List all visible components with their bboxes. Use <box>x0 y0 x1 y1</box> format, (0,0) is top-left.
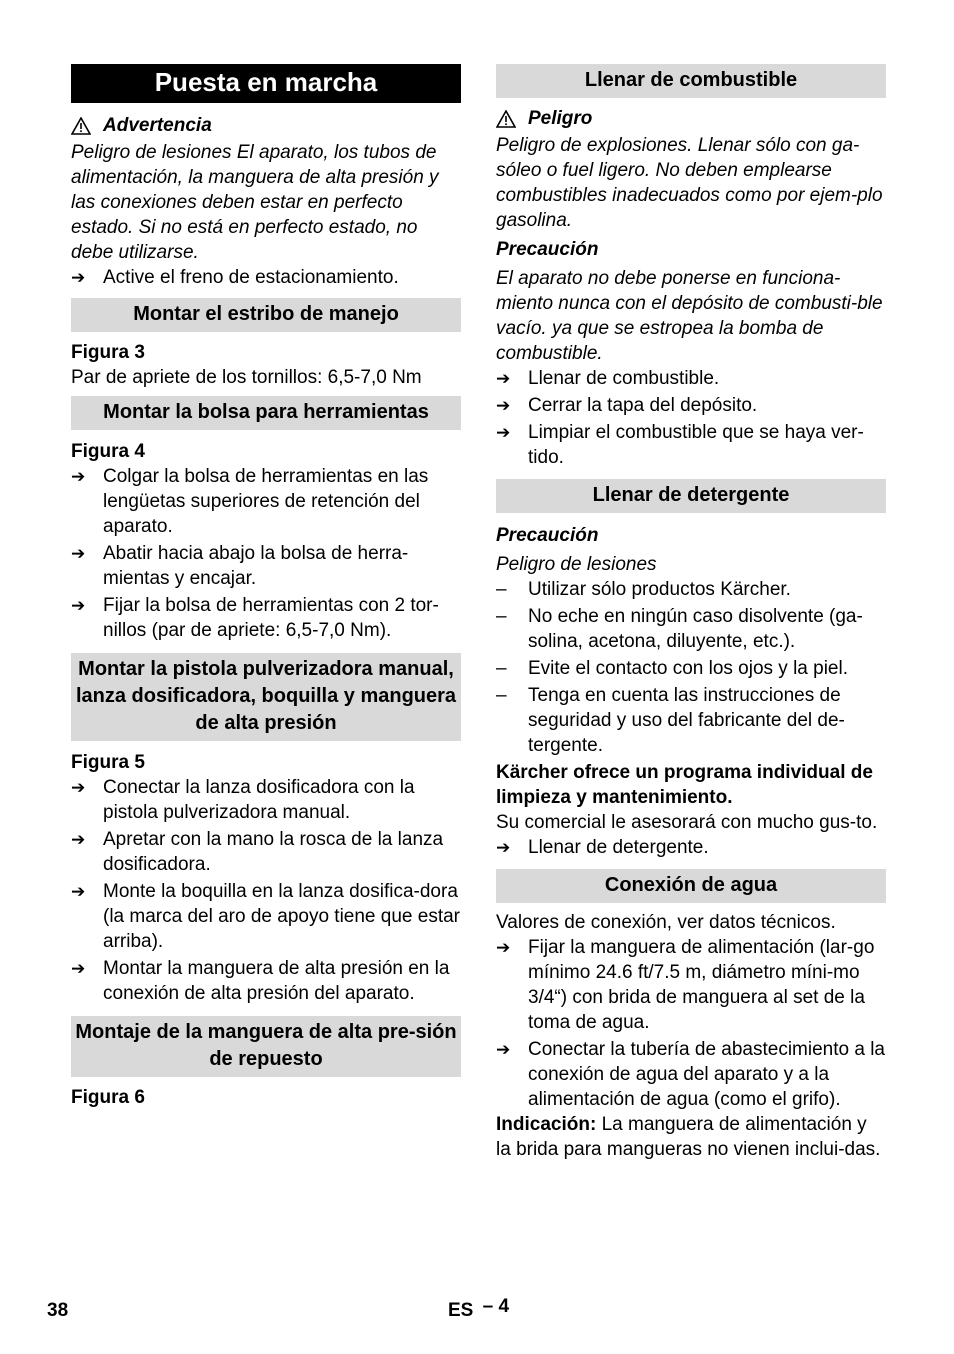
step-text: Apretar con la mano la rosca de la lanza dosificadora. <box>103 829 444 875</box>
list-item <box>496 604 886 654</box>
section-heading-agua: Conexión de agua <box>496 869 886 903</box>
step-item <box>496 420 886 470</box>
step-text: Conectar la tubería de abastecimiento a la conexión de agua del aparato y a la alimentación de agua (como el grifo). <box>528 1039 885 1110</box>
bold-paragraph: Kärcher ofrece un programa individual de limpieza y mantenimiento. <box>496 762 873 808</box>
danger-text: Peligro de explosiones. Llenar sólo con ga-sóleo o fuel ligero. No deben emplearse combustibles inadecuados como por ejem-plo gasolina. <box>496 135 883 231</box>
section-heading-repuesto: Montaje de la manguera de alta pre-sión de repuesto <box>71 1016 461 1077</box>
arrow-right-icon: ➔ <box>71 882 86 901</box>
page-title: Puesta en marcha <box>71 64 461 103</box>
arrow-right-icon: ➔ <box>496 1040 511 1059</box>
caution-text: El aparato no debe ponerse en funciona-miento nunca con el depósito de combusti-ble vacío. ya que se estropea la bomba de combustible. <box>496 268 883 364</box>
step-item <box>496 366 886 391</box>
step-text: Cerrar la tapa del depósito. <box>528 395 758 416</box>
step-item <box>496 1037 886 1112</box>
list-item-text: Utilizar sólo productos Kärcher. <box>528 579 791 600</box>
step-item <box>71 265 461 290</box>
step-text: Llenar de detergente. <box>528 837 709 858</box>
section-heading-combustible: Llenar de combustible <box>496 64 886 98</box>
caution-label: Precaución <box>496 239 599 260</box>
step-item <box>71 827 461 877</box>
list-item <box>496 656 886 681</box>
step-text: Colgar la bolsa de herramientas en las lengüetas superiores de retención del aparato. <box>103 466 429 537</box>
figure-label: Figura 5 <box>71 752 145 773</box>
arrow-right-icon: ➔ <box>496 938 511 957</box>
left-column <box>71 64 461 1110</box>
figure-label: Figura 6 <box>71 1087 145 1108</box>
list-item <box>496 577 886 602</box>
dash-bullet: – <box>496 606 507 627</box>
paragraph: Su comercial le asesorará con mucho gus-to. <box>496 812 878 833</box>
step-text: Abatir hacia abajo la bolsa de herra-mientas y encajar. <box>103 543 409 589</box>
list-item <box>496 683 886 758</box>
footer-dash: – <box>482 1296 494 1317</box>
step-item <box>71 593 461 643</box>
step-item <box>71 775 461 825</box>
paragraph: Valores de conexión, ver datos técnicos. <box>496 912 836 933</box>
list-item-text: No eche en ningún caso disolvente (ga-solina, acetona, diluyente, etc.). <box>528 606 863 652</box>
section-heading-detergente: Llenar de detergente <box>496 479 886 513</box>
warning-triangle-icon <box>71 117 91 135</box>
right-column <box>496 64 886 1162</box>
note-label: Indicación: <box>496 1114 597 1135</box>
language-label: ES <box>448 1300 474 1321</box>
arrow-right-icon: ➔ <box>496 838 511 857</box>
dash-bullet: – <box>496 579 507 600</box>
step-text: Conectar la lanza dosificadora con la pistola pulverizadora manual. <box>103 777 415 823</box>
arrow-right-icon: ➔ <box>71 830 86 849</box>
note-paragraph <box>496 1112 886 1162</box>
language-code <box>448 1298 509 1323</box>
warning-text: Peligro de lesiones El aparato, los tubos de alimentación, la manguera de alta presión y las conexiones deben estar en perfecto estado. Si no está en perfecto estado, no debe utilizarse. <box>71 142 439 263</box>
caution-label: Precaución <box>496 525 599 546</box>
warning-label: Advertencia <box>103 115 212 136</box>
step-text: Llenar de combustible. <box>528 368 720 389</box>
sub-page-number: 4 <box>498 1296 510 1317</box>
list-item-text: Evite el contacto con los ojos y la piel. <box>528 658 849 679</box>
danger-label: Peligro <box>528 108 593 129</box>
arrow-right-icon: ➔ <box>71 544 86 563</box>
danger-heading <box>496 106 886 131</box>
arrow-right-icon: ➔ <box>496 369 511 388</box>
dash-bullet: – <box>496 685 507 706</box>
step-text: Fijar la bolsa de herramientas con 2 tor-nillos (par de apriete: 6,5-7,0 Nm). <box>103 595 439 641</box>
step-text: Limpiar el combustible que se haya ver-tido. <box>528 422 864 468</box>
arrow-right-icon: ➔ <box>71 268 86 287</box>
warning-heading <box>71 113 461 138</box>
arrow-right-icon: ➔ <box>496 396 511 415</box>
step-text: Montar la manguera de alta presión en la conexión de alta presión del aparato. <box>103 958 450 1004</box>
figure-label: Figura 3 <box>71 342 145 363</box>
dash-bullet: – <box>496 658 507 679</box>
step-item <box>71 879 461 954</box>
section-heading-estribo: Montar el estribo de manejo <box>71 298 461 332</box>
step-item <box>496 393 886 418</box>
section-heading-pistola: Montar la pistola pulverizadora manual, lanza dosificadora, boquilla y manguera de alta presión <box>71 653 461 741</box>
step-item <box>496 935 886 1035</box>
list-item-text: Tenga en cuenta las instrucciones de seguridad y uso del fabricante del de-tergente. <box>528 685 845 756</box>
paragraph: Par de apriete de los tornillos: 6,5-7,0 Nm <box>71 367 422 388</box>
step-item <box>496 835 886 860</box>
page-number: 38 <box>47 1300 69 1321</box>
arrow-right-icon: ➔ <box>71 596 86 615</box>
step-item <box>71 956 461 1006</box>
warning-triangle-icon <box>496 110 516 128</box>
step-text: Monte la boquilla en la lanza dosifica-dora (la marca del aro de apoyo tiene que estar arriba). <box>103 881 460 952</box>
caution-text: Peligro de lesiones <box>496 554 657 575</box>
step-text: Fijar la manguera de alimentación (lar-go mínimo 24.6 ft/7.5 m, diámetro míni-mo 3/4“) con brida de manguera al set de la toma de agua. <box>528 937 875 1033</box>
step-item <box>71 464 461 539</box>
note-text: La manguera de alimentación y la brida para mangueras no vienen inclui-das. <box>496 1114 881 1160</box>
arrow-right-icon: ➔ <box>71 959 86 978</box>
arrow-right-icon: ➔ <box>496 423 511 442</box>
step-item <box>71 541 461 591</box>
arrow-right-icon: ➔ <box>71 778 86 797</box>
figure-label: Figura 4 <box>71 441 145 462</box>
arrow-right-icon: ➔ <box>71 467 86 486</box>
step-text: Active el freno de estacionamiento. <box>103 267 399 288</box>
section-heading-bolsa: Montar la bolsa para herramientas <box>71 396 461 430</box>
